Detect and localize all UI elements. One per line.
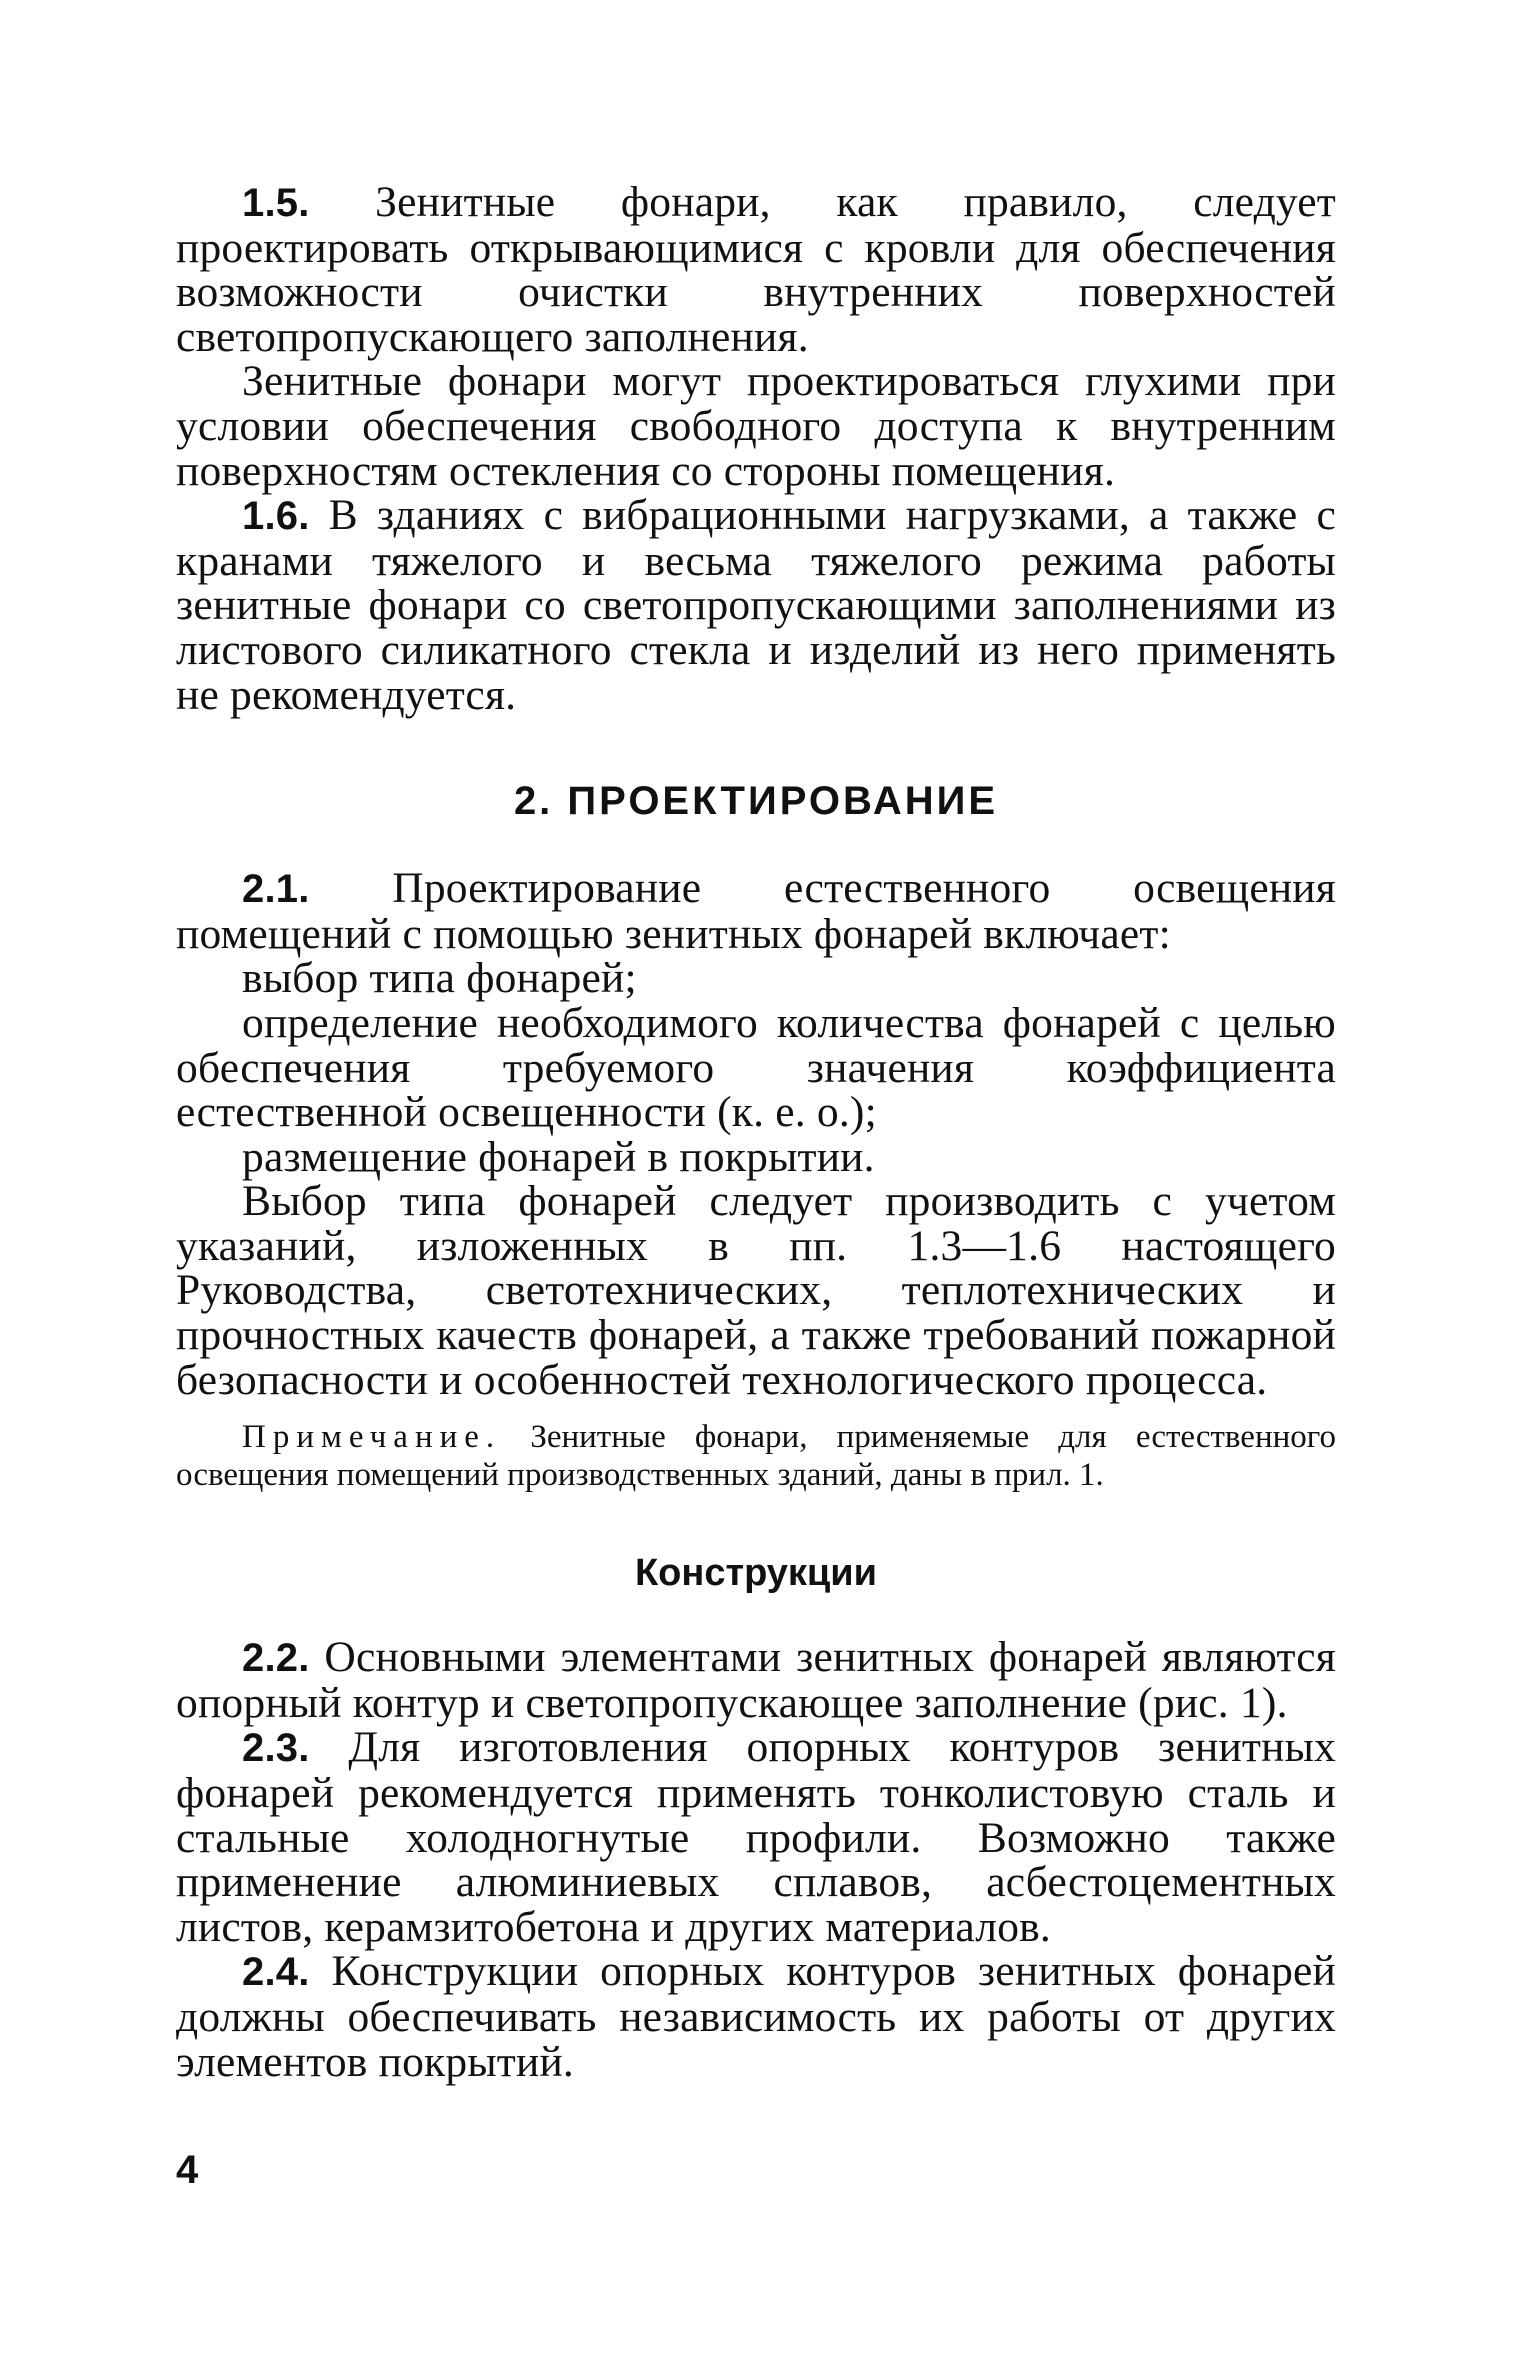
list-item: выбор типа фонарей; [242, 954, 637, 1003]
list-item: определение необходимого количества фонарей с целью обеспечения требуемого значения коэффициента естественной освещенности (к. е. о.); [176, 998, 1336, 1137]
paragraph-text: Конструкции опорных контуров зенитных фонарей должны обеспечивать независимость их работы от других элементов покрытий. [176, 1947, 1337, 2086]
clause-number: 2.3. [242, 1726, 310, 1771]
paragraph-2-3 [176, 1725, 1336, 1949]
note [176, 1418, 1336, 1494]
paragraph-1-5-continued [176, 359, 1336, 493]
note-label: Примечание. [242, 1419, 502, 1456]
paragraph-2-2 [176, 1635, 1336, 1725]
paragraph-2-4 [176, 1949, 1336, 2084]
clause-number: 1.6. [242, 494, 310, 539]
subsection-heading: Конструкции [634, 1552, 878, 1595]
paragraph-1-5 [176, 180, 1336, 359]
paragraph-2-1-continued: Выбор типа фонарей следует производить с учетом указаний, изложенных в пп. 1.3—1.6 настоящего Руководства, светотехнических, теплотехнических и прочностных качеств фонарей, а также требований пожарной безопасности и особенностей технологического процесса. [176, 1177, 1336, 1404]
page-body [176, 180, 1336, 2084]
paragraph-2-1 [176, 866, 1336, 956]
clause-number: 1.5. [242, 181, 310, 225]
paragraph-text: В зданиях с вибрационными нагрузками, а также с кранами тяжелого и весьма тяжелого режима работы зенитные фонари со светопропускающими заполнениями из листового силикатного стекла и изделий из него применять не рекомендуется. [176, 491, 1336, 719]
section-heading: 2. ПРОЕКТИРОВАНИЕ [513, 779, 999, 824]
paragraph-text: Основными элементами зенитных фонарей являются опорный контур и светопропускающее заполнение (рис. 1). [176, 1633, 1336, 1727]
page-number: 4 [176, 2148, 199, 2192]
paragraph-text: Зенитные фонари, как правило, следует проектировать открывающимися с кровли для обеспечения возможности очистки внутренних поверхностей светопропускающего заполнения. [176, 178, 1336, 361]
clause-number: 2.4. [242, 1950, 310, 1995]
note-text: Зенитные фонари, применяемые для естественного освещения помещений производственных зданий, даны в прил. 1. [176, 1419, 1336, 1494]
paragraph-text: Для изготовления опорных контуров зенитных фонарей рекомендуется применять тонколистовую сталь и стальные холодногнутые профили. Возможно также применение алюминиевых сплавов, асбестоцементных листов, керамзитобетона и других материалов. [176, 1723, 1336, 1951]
list-item: размещение фонарей в покрытии. [242, 1132, 875, 1181]
clause-number: 2.1. [242, 867, 310, 912]
paragraph-text: Проектирование естественного освещения помещений с помощью зенитных фонарей включает: [176, 864, 1336, 958]
clause-number: 2.2. [242, 1636, 310, 1681]
paragraph-text: Зенитные фонари могут проектироваться глухими при условии обеспечения свободного доступа к внутренним поверхностям остекления со стороны помещения. [176, 357, 1336, 495]
paragraph-1-6 [176, 493, 1336, 717]
